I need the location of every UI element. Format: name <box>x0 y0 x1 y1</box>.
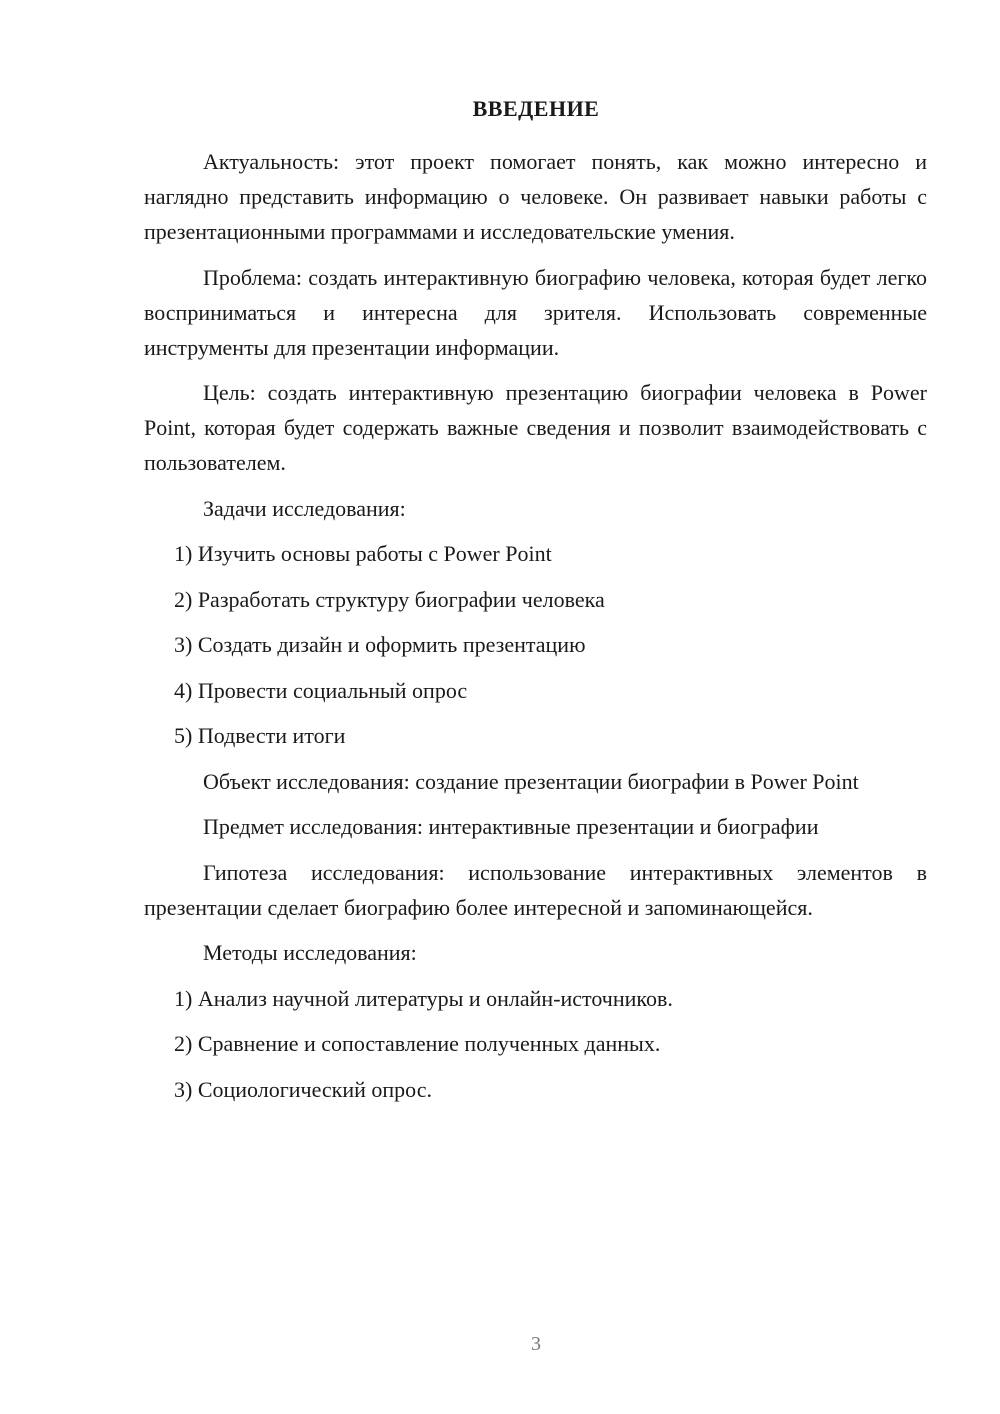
task-item: 3) Создать дизайн и оформить презентацию <box>174 632 586 657</box>
subject-paragraph: Предмет исследования: интерактивные презентации и биографии <box>203 814 819 839</box>
methods-title: Методы исследования: <box>203 940 417 965</box>
method-item: 2) Сравнение и сопоставление полученных данных. <box>174 1031 661 1056</box>
page-number: 3 <box>531 1333 541 1355</box>
task-item: 5) Подвести итоги <box>174 723 346 748</box>
relevance-paragraph: Актуальность: этот проект помогает понять, как можно интересно и наглядно представить информацию о человеке. Он развивает навыки работы с презентационными программами и исследовательские умения. <box>144 149 927 244</box>
object-paragraph: Объект исследования: создание презентации биографии в Power Point <box>203 768 859 794</box>
problem-paragraph: Проблема: создать интерактивную биографию человека, которая будет легко восприниматься и интересна для зрителя. Использовать современные инструменты для презентации информации. <box>144 264 927 360</box>
tasks-title: Задачи исследования: <box>203 495 406 521</box>
method-item: 3) Социологический опрос. <box>174 1076 432 1102</box>
task-item: 2) Разработать структуру биографии человека <box>174 586 605 612</box>
method-item: 1) Анализ научной литературы и онлайн-источников. <box>174 985 673 1011</box>
goal-paragraph: Цель: создать интерактивную презентацию биографии человека в Power Point, которая будет содержать важные сведения и позволит взаимодействовать с пользователем. <box>144 380 927 475</box>
task-item: 1) Изучить основы работы с Power Point <box>174 541 552 566</box>
section-heading: ВВЕДЕНИЕ <box>472 96 600 121</box>
document-body <box>144 144 927 1117</box>
hypothesis-paragraph: Гипотеза исследования: использование интерактивных элементов в презентации сделает биографию более интересной и запоминающейся. <box>144 859 927 920</box>
task-item: 4) Провести социальный опрос <box>174 677 468 703</box>
